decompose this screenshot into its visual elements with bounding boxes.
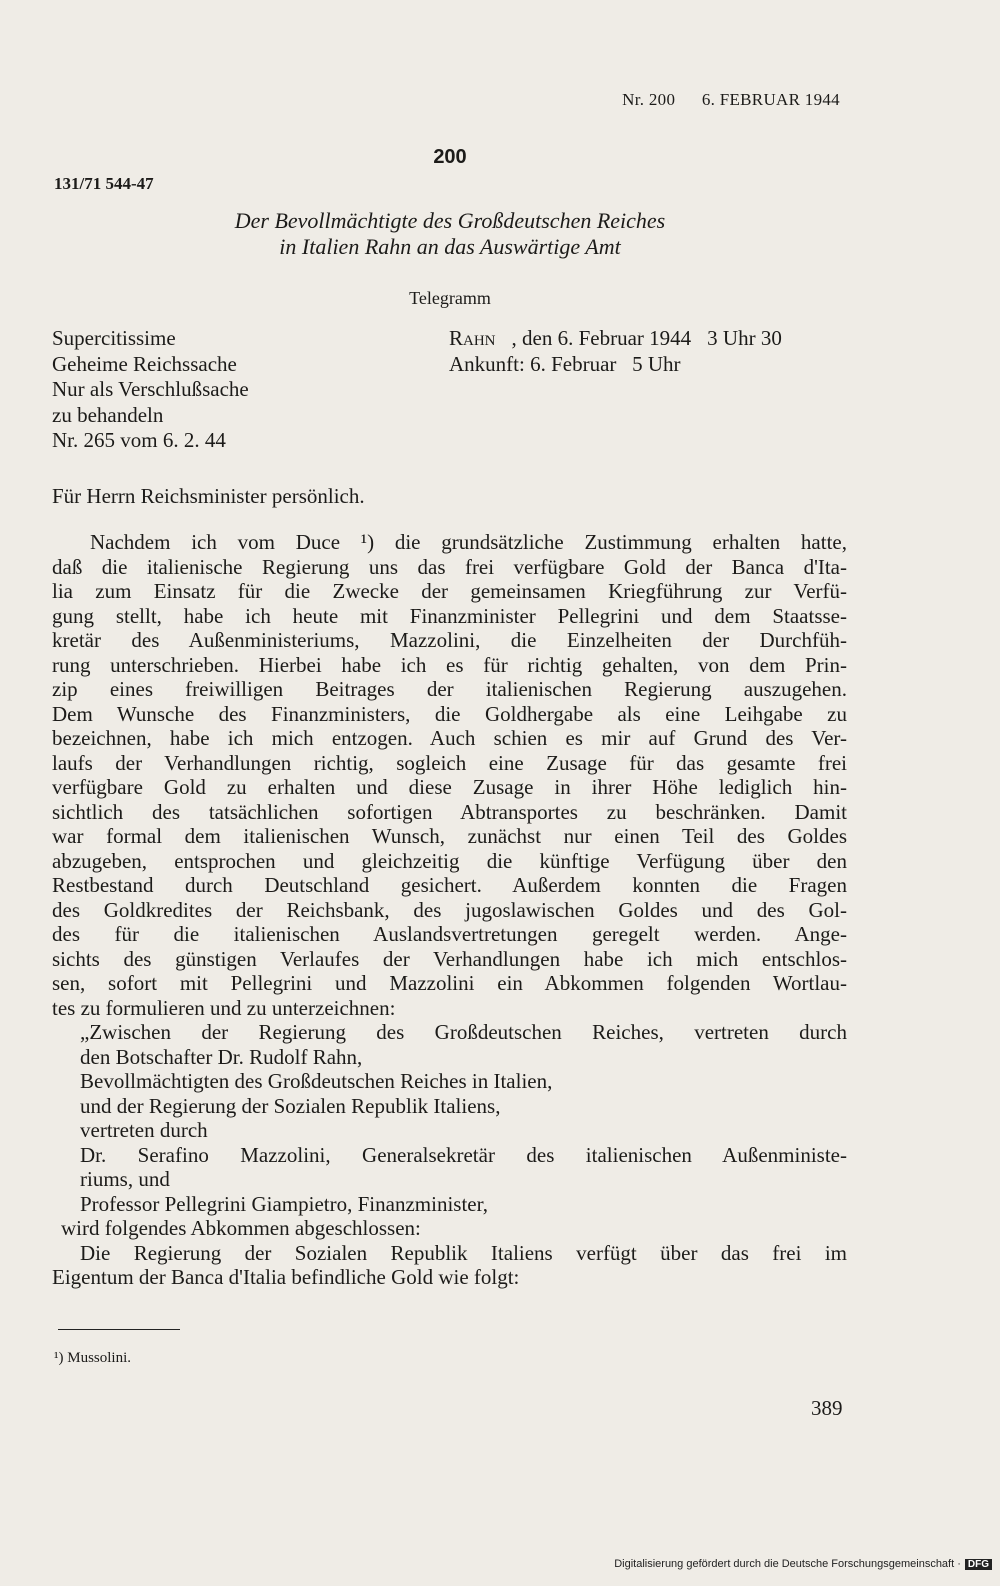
title-line: in Italien Rahn an das Auswärtige Amt <box>279 234 621 259</box>
header-date: 6. FEBRUAR 1944 <box>701 90 840 109</box>
body-line: war formal dem italienischen Wunsch, zunächst nur einen Teil des Goldes <box>52 824 847 848</box>
footnote: ¹) Mussolini. <box>54 1350 132 1366</box>
body-line: verfügbare Gold zu erhalten und diese Zusage in ihrer Höhe lediglich hin- <box>52 775 847 799</box>
body-text <box>52 530 847 1290</box>
body-line: rung unterschrieben. Hierbei habe ich es für richtig gehalten, von dem Prin- <box>52 652 847 677</box>
body-line: kretär des Außenministeriums, Mazzolini, die Einzelheiten der Durchfüh- <box>52 628 847 652</box>
classification-line: zu behandeln <box>52 402 164 427</box>
digitization-credit <box>614 1558 992 1570</box>
dispatch-line <box>449 326 782 352</box>
body-line: des Goldkredites der Reichsbank, des jugoslawischen Goldes und des Gol- <box>52 897 847 922</box>
telegram-label: Telegramm <box>409 288 491 308</box>
document-number: 200 <box>433 146 467 168</box>
classification-line: Supercitissime <box>52 326 176 350</box>
body-line: des für die italienischen Auslandsvertretungen geregelt werden. Ange- <box>52 922 847 946</box>
running-header <box>622 90 840 110</box>
arrival-line: Ankunft: 6. Februar 5 Uhr <box>449 351 681 376</box>
header-doc-label: Nr. 200 <box>622 90 676 109</box>
classification-line: Nur als Verschlußsache <box>52 377 249 401</box>
agreement-line: Die Regierung der Sozialen Republik Italiens verfügt über das frei im <box>80 1240 847 1265</box>
dfg-logo: DFG <box>965 1559 992 1570</box>
agreement-line: riums, und <box>80 1167 170 1191</box>
body-line: lia zum Einsatz für die Zwecke der gemeinsamen Kriegführung zur Verfü- <box>52 579 847 603</box>
agreement-line: und der Regierung der Sozialen Republik Italiens, <box>80 1093 501 1118</box>
body-line: tes zu formulieren und zu unterzeichnen: <box>52 995 396 1020</box>
body-line: sichts des günstigen Verlaufes der Verhandlungen habe ich mich entschlos- <box>52 946 847 971</box>
dispatch-block <box>449 326 782 377</box>
document-title <box>0 208 900 260</box>
agreement-line: Eigentum der Banca d'Italia befindliche Gold wie folgt: <box>52 1265 520 1289</box>
agreement-line: vertreten durch <box>80 1118 208 1142</box>
body-line: daß die italienische Regierung uns das frei verfügbare Gold der Banca d'Ita- <box>52 554 847 579</box>
body-line: laufs der Verhandlungen richtig, sogleich eine Zusage für das gesamte frei <box>52 750 847 775</box>
credit-text: Digitalisierung gefördert durch die Deutsche Forschungsgemeinschaft · <box>614 1558 961 1570</box>
agreement-line: wird folgendes Abkommen abgeschlossen: <box>61 1216 421 1240</box>
footnote-rule <box>58 1329 180 1330</box>
agreement-line: Dr. Serafino Mazzolini, Generalsekretär des italienischen Außenministe- <box>80 1142 847 1167</box>
sent-date: , den 6. Februar 1944 <box>511 326 692 350</box>
body-line: zip eines freiwilligen Beitrages der italienischen Regierung auszugehen. <box>52 677 847 701</box>
body-line: Dem Wunsche des Finanzministers, die Goldhergabe als eine Leihgabe zu <box>52 701 847 726</box>
sender-name: Rahn <box>449 326 496 350</box>
body-line: abzugeben, entsprochen und gleichzeitig die künftige Verfügung über den <box>52 848 847 873</box>
agreement-line: den Botschafter Dr. Rudolf Rahn, <box>80 1044 363 1069</box>
body-line: Restbestand durch Deutschland gesichert. Außerdem konnten die Fragen <box>52 873 847 897</box>
body-line: sichtlich des tatsächlichen sofortigen Abtransportes zu beschränken. Damit <box>52 799 847 824</box>
agreement-line: „Zwischen der Regierung des Großdeutschen Reiches, vertreten durch <box>80 1020 847 1044</box>
file-reference: 131/71 544-47 <box>54 174 154 193</box>
body-line: sen, sofort mit Pellegrini und Mazzolini ein Abkommen folgenden Wortlau- <box>52 971 847 995</box>
body-line: bezeichnen, habe ich mich entzogen. Auch schien es mir auf Grund des Ver- <box>52 726 847 750</box>
page-number: 389 <box>811 1396 843 1420</box>
classification-block <box>52 326 249 454</box>
body-line: Nachdem ich vom Duce ¹) die grundsätzliche Zustimmung erhalten hatte, <box>90 530 847 554</box>
agreement-line: Bevollmächtigten des Großdeutschen Reiches in Italien, <box>80 1069 553 1093</box>
classification-line: Nr. 265 vom 6. 2. 44 <box>52 428 226 452</box>
title-line: Der Bevollmächtigte des Großdeutschen Reiches <box>234 208 666 233</box>
agreement-line: Professor Pellegrini Giampietro, Finanzminister, <box>80 1191 489 1216</box>
sent-time: 3 Uhr 30 <box>707 326 782 350</box>
classification-line: Geheime Reichssache <box>52 351 237 376</box>
greeting: Für Herrn Reichsminister persönlich. <box>52 484 365 508</box>
body-line: gung stellt, habe ich heute mit Finanzminister Pellegrini und dem Staatsse- <box>52 603 847 628</box>
